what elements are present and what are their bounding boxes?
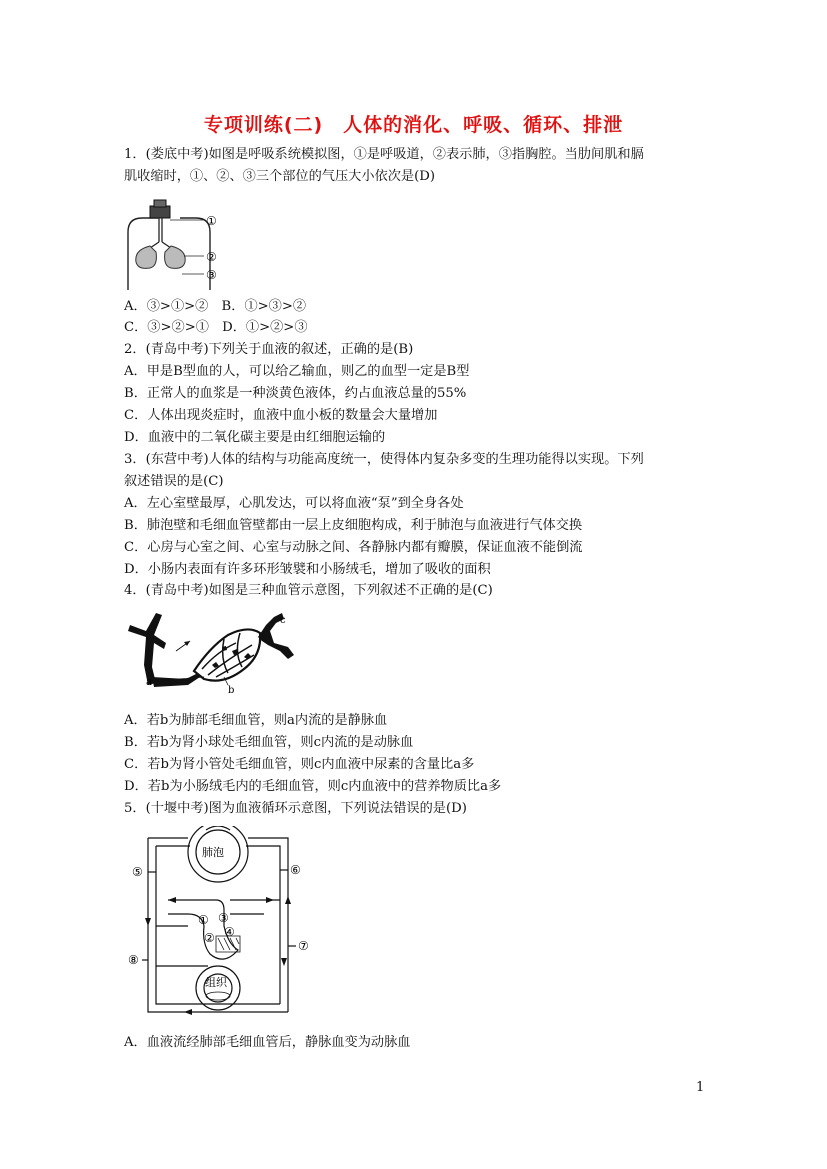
q3-option-d: D．小肠内表面有许多环形皱襞和小肠绒毛，增加了吸收的面积	[124, 562, 491, 577]
q1-options-cd: C．③>②>① D．①>②>③	[124, 320, 308, 335]
q4-fig-label-a: a	[146, 677, 152, 688]
q4-option-a: A．若b为肺部毛细血管，则a内流的是静脉血	[124, 713, 388, 728]
q5-option-a: A．血液流经肺部毛细血管后，静脉血变为动脉血	[124, 1035, 411, 1050]
q1-stem-line2: 肌收缩时，①、②、③三个部位的气压大小依次是(D)	[124, 169, 435, 184]
blood-vessels-figure	[124, 607, 300, 703]
q3-option-b: B．肺泡壁和毛细血管壁都由一层上皮细胞构成，利于肺泡与血液进行气体交换	[124, 518, 583, 533]
q1-options-ab: A．③>①>② B．①>③>②	[124, 299, 307, 314]
q5-stem: 5．(十堰中考)图为血液循环示意图，下列说法错误的是(D)	[124, 801, 467, 816]
q5-fig-label-4: ④	[224, 925, 235, 939]
q5-fig-label-tissue: 组织	[205, 976, 227, 989]
blood-circulation-figure	[128, 826, 328, 1016]
q2-option-c: C．人体出现炎症时，血液中血小板的数量会大量增加	[124, 408, 438, 423]
q4-stem: 4．(青岛中考)如图是三种血管示意图，下列叙述不正确的是(C)	[124, 583, 493, 598]
q5-fig-label-alveoli: 肺泡	[202, 846, 224, 859]
q2-option-a: A．甲是B型血的人，可以给乙输血，则乙的血型一定是B型	[124, 364, 470, 379]
q1-stem-line1: 1．(娄底中考)如图是呼吸系统模拟图，①是呼吸道，②表示肺，③指胸腔。当肋间肌和膈	[124, 147, 644, 162]
page-number: 1	[696, 1080, 705, 1095]
q4-option-c: C．若b为肾小管处毛细血管，则c内血液中尿素的含量比a多	[124, 757, 475, 772]
q2-option-b: B．正常人的血浆是一种淡黄色液体，约占血液总量的55%	[124, 386, 467, 401]
q3-option-c: C．心房与心室之间、心室与动脉之间、各静脉内都有瓣膜，保证血液不能倒流	[124, 540, 583, 555]
page-title: 专项训练(二) 人体的消化、呼吸、循环、排泄	[203, 114, 624, 136]
q5-fig-label-8: ⑧	[128, 953, 139, 967]
q5-fig-label-5: ⑤	[132, 865, 143, 879]
q1-fig-label-2: ②	[206, 250, 217, 264]
q4-option-d: D．若b为小肠绒毛内的毛细血管，则c内血液中的营养物质比a多	[124, 779, 502, 794]
q5-fig-label-7: ⑦	[298, 939, 309, 953]
q3-stem-line2: 叙述错误的是(C)	[124, 474, 224, 489]
q5-fig-label-3: ③	[218, 911, 229, 925]
q1-fig-label-1: ①	[206, 214, 217, 228]
q4-fig-label-b: b	[228, 685, 235, 696]
q1-fig-label-3: ③	[206, 268, 217, 282]
q2-stem: 2．(青岛中考)下列关于血液的叙述，正确的是(B)	[124, 342, 414, 357]
respiratory-model-figure	[122, 194, 232, 294]
q4-option-b: B．若b为肾小球处毛细血管，则c内流的是动脉血	[124, 735, 414, 750]
q2-option-d: D．血液中的二氧化碳主要是由红细胞运输的	[124, 430, 386, 445]
q5-fig-label-1: ①	[198, 913, 209, 927]
q3-stem-line1: 3．(东营中考)人体的结构与功能高度统一，使得体内复杂多变的生理功能得以实现。下列	[124, 452, 644, 467]
q3-option-a: A．左心室壁最厚，心肌发达，可以将血液“泵”到全身各处	[124, 496, 464, 511]
q4-fig-label-c: c	[280, 615, 286, 626]
q5-fig-label-6: ⑥	[290, 863, 301, 877]
q5-fig-label-2: ②	[204, 931, 215, 945]
